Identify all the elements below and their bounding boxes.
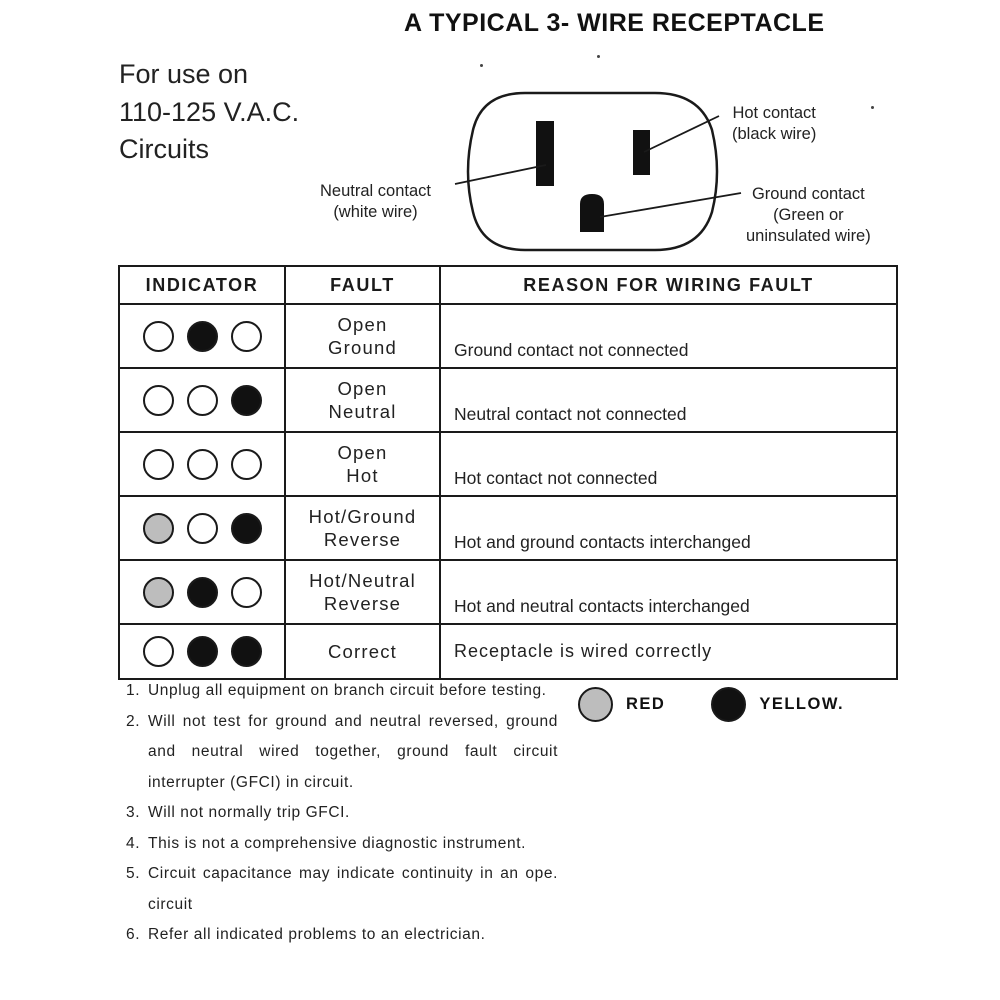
note-item [126,829,558,860]
hot-contact-callout [732,103,816,145]
fault-label: Hot/Neutral [309,570,416,591]
yellow-lamp-icon [187,577,218,608]
indicator-cell [119,304,285,368]
fault-label: Reverse [323,593,402,614]
note-text: Will not normally trip GFCI. [148,804,350,821]
red-lamp-icon [143,513,174,544]
off-lamp-icon [187,385,218,416]
fault-label: Hot/Ground [308,506,417,527]
callout-line: Ground contact [751,185,865,203]
indicator-lamps [120,449,284,480]
callout-line: Hot contact [732,104,816,122]
yellow-lamp-icon [187,636,218,667]
fault-label: Reverse [323,529,402,550]
red-lamp-icon [143,577,174,608]
table-header-row [119,266,897,304]
fault-label: Correct [327,641,398,662]
fault-label: Open [337,314,388,335]
off-lamp-icon [143,449,174,480]
off-lamp-icon [187,449,218,480]
callout-line: (white wire) [333,203,418,221]
note-number: 6. [126,926,141,943]
header-indicator: INDICATOR [119,266,285,304]
legend-red-label: RED [626,695,666,713]
off-lamp-icon [231,449,262,480]
note-text: Refer all indicated problems to an electrician. [148,926,486,943]
note-number: 2. [126,712,141,730]
note-number: 3. [126,804,141,821]
header-reason: REASON FOR WIRING FAULT [440,266,897,304]
red-lamp-icon [578,687,613,722]
reason-cell: Hot and ground contacts interchanged [440,496,897,560]
note-text: Circuit capacitance may indicate continuity in an ope. circuit [148,865,558,913]
indicator-lamps [120,385,284,416]
fault-cell [285,560,440,624]
yellow-lamp-icon [711,687,746,722]
reason-cell: Receptacle is wired correctly [440,624,897,679]
callout-line: uninsulated wire) [746,227,871,245]
off-lamp-icon [187,513,218,544]
indicator-lamps [120,577,284,608]
fault-label: Hot [346,465,379,486]
table-row [119,368,897,432]
indicator-lamps [120,321,284,352]
fault-label: Neutral [328,401,397,422]
note-item [126,859,558,920]
indicator-cell [119,624,285,679]
note-item [126,676,558,707]
fault-label: Ground [328,337,397,358]
indicator-cell [119,560,285,624]
table-row [119,560,897,624]
usage-line: For use on [119,59,249,89]
off-lamp-icon [231,321,262,352]
table-row [119,304,897,368]
indicator-cell [119,368,285,432]
ground-contact-callout [746,184,871,247]
neutral-slot [536,121,554,186]
note-item [126,798,558,829]
ground-hole [580,194,604,232]
callout-line: (Green or [773,206,844,224]
page-title: A TYPICAL 3- WIRE RECEPTACLE [404,9,825,37]
fault-cell [285,432,440,496]
callout-line: Neutral contact [320,182,431,200]
note-number: 5. [126,865,141,882]
notes-list [126,676,558,951]
lamp-legend [578,687,844,722]
note-text: Unplug all equipment on branch circuit before testing. [148,682,547,699]
fault-cell [285,496,440,560]
indicator-cell [119,496,285,560]
note-number: 4. [126,834,141,852]
table-row [119,496,897,560]
yellow-lamp-icon [231,513,262,544]
reason-cell: Neutral contact not connected [440,368,897,432]
table-row [119,432,897,496]
header-fault: FAULT [285,266,440,304]
off-lamp-icon [143,321,174,352]
fault-cell [285,368,440,432]
note-text: Will not test for ground and neutral reversed, ground and neutral wired together, ground fault circuit interrupter (GFCI) in circuit. [148,712,558,791]
indicator-lamps [120,513,284,544]
fault-cell [285,304,440,368]
callout-line: (black wire) [732,125,817,143]
note-number: 1. [126,682,141,699]
usage-line: 110-125 V.A.C. [119,96,300,127]
yellow-lamp-icon [231,636,262,667]
table-row [119,624,897,679]
fault-cell [285,624,440,679]
note-item [126,707,558,799]
reason-cell: Ground contact not connected [440,304,897,368]
fault-label: Open [337,442,388,463]
hot-slot [633,130,650,175]
indicator-lamps [120,636,284,667]
neutral-contact-callout [320,181,431,223]
off-lamp-icon [143,636,174,667]
usage-line: Circuits [119,134,210,164]
yellow-lamp-icon [187,321,218,352]
legend-yellow-label: YELLOW. [759,695,845,713]
reason-cell: Hot and neutral contacts interchanged [440,560,897,624]
note-text: This is not a comprehensive diagnostic instrument. [148,834,527,852]
off-lamp-icon [231,577,262,608]
fault-label: Open [337,378,388,399]
wiring-fault-table [118,265,898,680]
reason-cell: Hot contact not connected [440,432,897,496]
off-lamp-icon [143,385,174,416]
note-item [126,920,558,951]
indicator-cell [119,432,285,496]
yellow-lamp-icon [231,385,262,416]
